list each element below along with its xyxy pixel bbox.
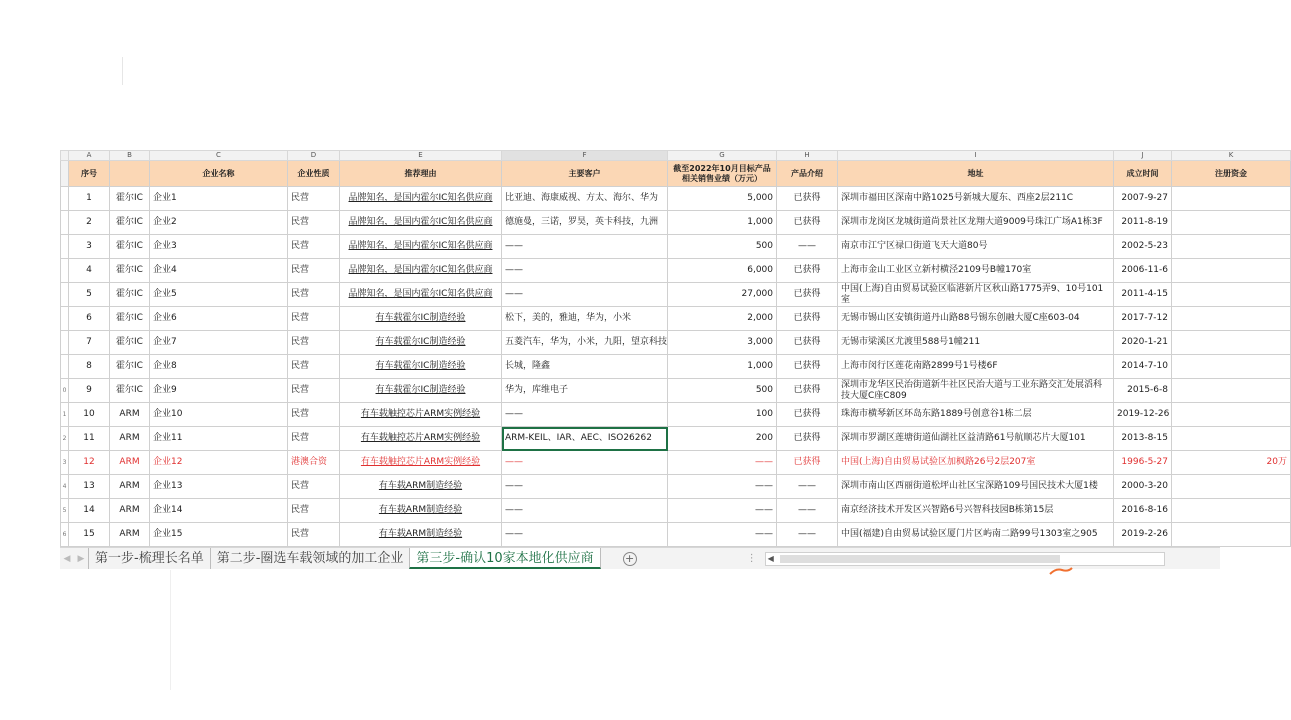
cell-capital[interactable] xyxy=(1172,499,1291,523)
cell-founded[interactable]: 1996-5-27 xyxy=(1114,451,1172,475)
cell-reason[interactable]: 品牌知名，是国内霍尔IC知名供应商 xyxy=(340,211,502,235)
cell-name[interactable]: 企业6 xyxy=(150,307,288,331)
cell-product[interactable]: 已获得 xyxy=(777,451,838,475)
pen-mark-icon xyxy=(1048,566,1074,576)
table-row xyxy=(61,379,1291,403)
header-address[interactable]: 地址 xyxy=(838,161,1114,187)
cell-type[interactable]: 霍尔IC xyxy=(110,283,150,307)
cell-type[interactable]: ARM xyxy=(110,523,150,547)
cell-seq[interactable]: 11 xyxy=(69,427,110,451)
table-row xyxy=(61,211,1291,235)
row-number[interactable]: 5 xyxy=(61,499,69,523)
cell-address[interactable]: 无锡市梁溪区尤渡里588号1幢211 xyxy=(838,331,1114,355)
cell-nature[interactable]: 民营 xyxy=(288,499,340,523)
spreadsheet-grid[interactable] xyxy=(60,150,1287,570)
cell-reason[interactable]: 有车载ARM制造经验 xyxy=(340,523,502,547)
cell-address[interactable]: 深圳市福田区深南中路1025号新城大厦东、西座2层211C xyxy=(838,187,1114,211)
cell-nature[interactable]: 民营 xyxy=(288,355,340,379)
cell-capital[interactable] xyxy=(1172,379,1291,403)
cell-sales[interactable]: 27,000 xyxy=(668,283,777,307)
tab-scroll-left-icon[interactable]: ◀ xyxy=(63,553,71,564)
table-row xyxy=(61,427,1291,451)
table-row xyxy=(61,499,1291,523)
cell-address[interactable]: 上海市金山工业区立新村横泾2109号B幢170室 xyxy=(838,259,1114,283)
row-number[interactable]: 0 xyxy=(61,379,69,403)
table-row xyxy=(61,187,1291,211)
cell-sales[interactable]: 5,000 xyxy=(668,187,777,211)
cell-founded[interactable]: 2000-3-20 xyxy=(1114,475,1172,499)
cell-sales[interactable]: 500 xyxy=(668,379,777,403)
cell-name[interactable]: 企业7 xyxy=(150,331,288,355)
data-table xyxy=(60,150,1291,547)
table-row xyxy=(61,307,1291,331)
cell-sales[interactable]: —— xyxy=(668,475,777,499)
table-row xyxy=(61,475,1291,499)
table-row xyxy=(61,331,1291,355)
table-row xyxy=(61,523,1291,547)
cell-seq[interactable]: 4 xyxy=(69,259,110,283)
column-letter[interactable]: B xyxy=(110,151,150,161)
cell-nature[interactable]: 民营 xyxy=(288,427,340,451)
cell-capital[interactable] xyxy=(1172,403,1291,427)
select-all-corner[interactable] xyxy=(61,151,69,161)
cell-name[interactable]: 企业5 xyxy=(150,283,288,307)
horizontal-scrollbar[interactable] xyxy=(765,552,1165,566)
cell-name[interactable]: 企业1 xyxy=(150,187,288,211)
column-letter[interactable]: C xyxy=(150,151,288,161)
row-number[interactable]: 3 xyxy=(61,451,69,475)
cell-capital[interactable] xyxy=(1172,475,1291,499)
row-number[interactable] xyxy=(61,235,69,259)
cell-capital[interactable] xyxy=(1172,307,1291,331)
column-letter[interactable]: J xyxy=(1114,151,1172,161)
cell-customers[interactable]: 德施曼，三诺，罗昊，英卡科技，九洲 xyxy=(502,211,668,235)
column-letter[interactable]: F xyxy=(502,151,668,161)
table-row xyxy=(61,283,1291,307)
tab-scroll-right-icon[interactable]: ▶ xyxy=(77,553,85,564)
header-founded[interactable]: 成立时间 xyxy=(1114,161,1172,187)
cell-nature[interactable]: 民营 xyxy=(288,331,340,355)
cell-capital[interactable]: 20万 xyxy=(1172,451,1291,475)
cell-founded[interactable]: 2011-8-19 xyxy=(1114,211,1172,235)
cell-sales[interactable]: 100 xyxy=(668,403,777,427)
cell-founded[interactable]: 2020-1-21 xyxy=(1114,331,1172,355)
row-number[interactable] xyxy=(61,355,69,379)
column-letter[interactable]: D xyxy=(288,151,340,161)
cell-address[interactable]: 深圳市南山区西丽街道松坪山社区宝深路109号国民技术大厦1楼 xyxy=(838,475,1114,499)
cell-customers[interactable]: —— xyxy=(502,451,668,475)
cell-reason[interactable]: 品牌知名，是国内霍尔IC知名供应商 xyxy=(340,259,502,283)
cell-sales[interactable]: 1,000 xyxy=(668,211,777,235)
cell-reason[interactable]: 有车载触控芯片ARM实例经验 xyxy=(340,451,502,475)
cell-name[interactable]: 企业12 xyxy=(150,451,288,475)
cell-customers[interactable]: 比亚迪、海康威视、方太、海尔、华为 xyxy=(502,187,668,211)
decorative-line xyxy=(122,57,123,85)
cell-type[interactable]: ARM xyxy=(110,475,150,499)
table-row xyxy=(61,259,1291,283)
cell-founded[interactable]: 2007-9-27 xyxy=(1114,187,1172,211)
header-capital[interactable]: 注册资金 xyxy=(1172,161,1291,187)
cell-product[interactable]: —— xyxy=(777,523,838,547)
cell-address[interactable]: 南京市江宁区禄口街道飞天大道80号 xyxy=(838,235,1114,259)
cell-nature[interactable]: 港澳合资 xyxy=(288,451,340,475)
cell-customers[interactable]: —— xyxy=(502,403,668,427)
table-row xyxy=(61,235,1291,259)
tab-sheet-3[interactable]: 第三步-确认10家本地化供应商 xyxy=(409,548,600,569)
cell-seq[interactable]: 7 xyxy=(69,331,110,355)
chevron-left-icon[interactable]: ◀ xyxy=(767,553,774,563)
table-header-row xyxy=(61,161,1291,187)
cell-address[interactable]: 上海市闵行区莲花南路2899号1号楼6F xyxy=(838,355,1114,379)
cell-product[interactable]: 已获得 xyxy=(777,307,838,331)
cell-capital[interactable] xyxy=(1172,523,1291,547)
cell-name[interactable]: 企业13 xyxy=(150,475,288,499)
cell-address[interactable]: 中国(福建)自由贸易试验区厦门片区屿南二路99号1303室之905 xyxy=(838,523,1114,547)
cell-address[interactable]: 深圳市龙岗区龙城街道尚景社区龙翔大道9009号珠江广场A1栋3F xyxy=(838,211,1114,235)
cell-seq[interactable]: 3 xyxy=(69,235,110,259)
cell-reason[interactable]: 有车载霍尔IC制造经验 xyxy=(340,307,502,331)
cell-customers[interactable]: —— xyxy=(502,499,668,523)
cell-capital[interactable] xyxy=(1172,331,1291,355)
cell-type[interactable]: 霍尔IC xyxy=(110,187,150,211)
cell-address[interactable]: 南京经济技术开发区兴智路6号兴智科技园B栋第15层 xyxy=(838,499,1114,523)
cell-name[interactable]: 企业8 xyxy=(150,355,288,379)
cell-nature[interactable]: 民营 xyxy=(288,187,340,211)
cell-name[interactable]: 企业9 xyxy=(150,379,288,403)
cell-sales[interactable]: 2,000 xyxy=(668,307,777,331)
cell-nature[interactable]: 民营 xyxy=(288,403,340,427)
cell-product[interactable]: —— xyxy=(777,235,838,259)
cell-product[interactable]: 已获得 xyxy=(777,211,838,235)
cell-customers[interactable]: ARM-KEIL、IAR、AEC、ISO26262 xyxy=(502,427,668,451)
cell-product[interactable]: 已获得 xyxy=(777,283,838,307)
cell-sales[interactable]: 6,000 xyxy=(668,259,777,283)
row-number[interactable] xyxy=(61,187,69,211)
cell-customers[interactable]: 华为，库维电子 xyxy=(502,379,668,403)
cell-product[interactable]: 已获得 xyxy=(777,355,838,379)
cell-product[interactable]: 已获得 xyxy=(777,403,838,427)
tab-sheet-1[interactable]: 第一步-梳理长名单 xyxy=(88,548,210,569)
cell-seq[interactable]: 2 xyxy=(69,211,110,235)
row-number[interactable] xyxy=(61,259,69,283)
cell-type[interactable]: 霍尔IC xyxy=(110,379,150,403)
cell-reason[interactable]: 有车载ARM制造经验 xyxy=(340,475,502,499)
cell-product[interactable]: 已获得 xyxy=(777,331,838,355)
cell-address[interactable]: 中国(上海)自由贸易试验区临港新片区秋山路1775弄9、10号101室 xyxy=(838,283,1114,307)
cell-customers[interactable]: —— xyxy=(502,259,668,283)
cell-capital[interactable] xyxy=(1172,355,1291,379)
cell-customers[interactable]: —— xyxy=(502,235,668,259)
decorative-line xyxy=(170,570,171,690)
cell-customers[interactable]: 松下，美的，雅迪，华为，小米 xyxy=(502,307,668,331)
cell-seq[interactable]: 1 xyxy=(69,187,110,211)
sheet-tab-bar xyxy=(60,547,1220,569)
cell-type[interactable]: 霍尔IC xyxy=(110,307,150,331)
cell-type[interactable]: ARM xyxy=(110,427,150,451)
cell-founded[interactable]: 2014-7-10 xyxy=(1114,355,1172,379)
cell-nature[interactable]: 民营 xyxy=(288,211,340,235)
resize-handle-icon[interactable]: ⋮ xyxy=(746,553,757,564)
header-product[interactable]: 产品介绍 xyxy=(777,161,838,187)
cell-address[interactable]: 深圳市罗湖区莲塘街道仙湖社区益清路61号航顺芯片大厦101 xyxy=(838,427,1114,451)
cell-type[interactable]: 霍尔IC xyxy=(110,235,150,259)
cell-type[interactable]: 霍尔IC xyxy=(110,211,150,235)
header-reason[interactable]: 推荐理由 xyxy=(340,161,502,187)
cell-product[interactable]: 已获得 xyxy=(777,427,838,451)
cell-type[interactable]: ARM xyxy=(110,499,150,523)
cell-name[interactable]: 企业3 xyxy=(150,235,288,259)
row-number[interactable] xyxy=(61,211,69,235)
cell-name[interactable]: 企业4 xyxy=(150,259,288,283)
cell-customers[interactable]: —— xyxy=(502,475,668,499)
cell-seq[interactable]: 6 xyxy=(69,307,110,331)
column-letter[interactable]: G xyxy=(668,151,777,161)
cell-seq[interactable]: 8 xyxy=(69,355,110,379)
cell-capital[interactable] xyxy=(1172,235,1291,259)
column-header-row xyxy=(61,151,1291,161)
cell-capital[interactable] xyxy=(1172,211,1291,235)
cell-nature[interactable]: 民营 xyxy=(288,475,340,499)
column-letter[interactable]: K xyxy=(1172,151,1291,161)
cell-founded[interactable]: 2011-4-15 xyxy=(1114,283,1172,307)
cell-nature[interactable]: 民营 xyxy=(288,283,340,307)
cell-name[interactable]: 企业2 xyxy=(150,211,288,235)
cell-nature[interactable]: 民营 xyxy=(288,307,340,331)
cell-sales[interactable]: —— xyxy=(668,523,777,547)
cell-customers[interactable]: 五菱汽车，华为，小米，九阳，望京科技 xyxy=(502,331,668,355)
cell-address[interactable]: 深圳市龙华区民治街道新牛社区民治大道与工业东路交汇处展滔科技大厦C座C809 xyxy=(838,379,1114,403)
cell-capital[interactable] xyxy=(1172,427,1291,451)
cell-address[interactable]: 珠海市横琴新区环岛东路1889号创意谷1栋二层 xyxy=(838,403,1114,427)
cell-name[interactable]: 企业15 xyxy=(150,523,288,547)
header-name[interactable]: 企业名称 xyxy=(150,161,288,187)
column-letter[interactable]: A xyxy=(69,151,110,161)
scrollbar-thumb[interactable] xyxy=(780,555,1060,563)
row-number[interactable] xyxy=(61,331,69,355)
cell-sales[interactable]: 3,000 xyxy=(668,331,777,355)
cell-name[interactable]: 企业11 xyxy=(150,427,288,451)
row-number[interactable] xyxy=(61,161,69,187)
table-row xyxy=(61,403,1291,427)
column-letter[interactable]: H xyxy=(777,151,838,161)
cell-product[interactable]: —— xyxy=(777,499,838,523)
cell-seq[interactable]: 15 xyxy=(69,523,110,547)
cell-nature[interactable]: 民营 xyxy=(288,259,340,283)
cell-founded[interactable]: 2019-12-26 xyxy=(1114,403,1172,427)
cell-seq[interactable]: 9 xyxy=(69,379,110,403)
cell-seq[interactable]: 14 xyxy=(69,499,110,523)
cell-seq[interactable]: 5 xyxy=(69,283,110,307)
cell-address[interactable]: 中国(上海)自由贸易试验区加枫路26号2层207室 xyxy=(838,451,1114,475)
cell-sales[interactable]: 1,000 xyxy=(668,355,777,379)
cell-type[interactable]: ARM xyxy=(110,403,150,427)
column-letter[interactable]: E xyxy=(340,151,502,161)
row-number[interactable] xyxy=(61,283,69,307)
cell-reason[interactable]: 品牌知名，是国内霍尔IC知名供应商 xyxy=(340,235,502,259)
cell-seq[interactable]: 13 xyxy=(69,475,110,499)
cell-type[interactable]: 霍尔IC xyxy=(110,331,150,355)
cell-seq[interactable]: 10 xyxy=(69,403,110,427)
cell-reason[interactable]: 有车载ARM制造经验 xyxy=(340,499,502,523)
cell-capital[interactable] xyxy=(1172,187,1291,211)
cell-type[interactable]: 霍尔IC xyxy=(110,259,150,283)
row-number[interactable] xyxy=(61,307,69,331)
cell-reason[interactable]: 有车载触控芯片ARM实例经验 xyxy=(340,427,502,451)
cell-founded[interactable]: 2002-5-23 xyxy=(1114,235,1172,259)
cell-reason[interactable]: 品牌知名，是国内霍尔IC知名供应商 xyxy=(340,187,502,211)
cell-name[interactable]: 企业14 xyxy=(150,499,288,523)
cell-sales[interactable]: —— xyxy=(668,499,777,523)
cell-founded[interactable]: 2006-11-6 xyxy=(1114,259,1172,283)
cell-nature[interactable]: 民营 xyxy=(288,523,340,547)
header-nature[interactable]: 企业性质 xyxy=(288,161,340,187)
cell-product[interactable]: 已获得 xyxy=(777,379,838,403)
cell-reason[interactable]: 有车载霍尔IC制造经验 xyxy=(340,379,502,403)
cell-founded[interactable]: 2015-6-8 xyxy=(1114,379,1172,403)
cell-reason[interactable]: 有车载触控芯片ARM实例经验 xyxy=(340,403,502,427)
cell-customers[interactable]: —— xyxy=(502,523,668,547)
plus-circle-icon[interactable]: + xyxy=(623,552,637,566)
cell-customers[interactable]: —— xyxy=(502,283,668,307)
cell-nature[interactable]: 民营 xyxy=(288,379,340,403)
cell-reason[interactable]: 品牌知名，是国内霍尔IC知名供应商 xyxy=(340,283,502,307)
cell-type[interactable]: 霍尔IC xyxy=(110,355,150,379)
table-row xyxy=(61,451,1291,475)
cell-reason[interactable]: 有车载霍尔IC制造经验 xyxy=(340,331,502,355)
cell-founded[interactable]: 2016-8-16 xyxy=(1114,499,1172,523)
row-number[interactable]: 6 xyxy=(61,523,69,547)
column-letter[interactable]: I xyxy=(838,151,1114,161)
cell-product[interactable]: —— xyxy=(777,475,838,499)
cell-reason[interactable]: 有车载霍尔IC制造经验 xyxy=(340,355,502,379)
tab-sheet-2[interactable]: 第二步-圈选车载领域的加工企业 xyxy=(210,548,410,569)
cell-capital[interactable] xyxy=(1172,259,1291,283)
cell-name[interactable]: 企业10 xyxy=(150,403,288,427)
cell-founded[interactable]: 2013-8-15 xyxy=(1114,427,1172,451)
row-number[interactable]: 4 xyxy=(61,475,69,499)
cell-product[interactable]: 已获得 xyxy=(777,259,838,283)
table-row xyxy=(61,355,1291,379)
header-type[interactable] xyxy=(110,161,150,187)
cell-capital[interactable] xyxy=(1172,283,1291,307)
cell-sales[interactable]: 500 xyxy=(668,235,777,259)
header-sales[interactable]: 截至2022年10月目标产品相关销售业绩（万元） xyxy=(668,161,777,187)
row-number[interactable]: 1 xyxy=(61,403,69,427)
cell-founded[interactable]: 2019-2-26 xyxy=(1114,523,1172,547)
cell-sales[interactable]: —— xyxy=(668,451,777,475)
cell-type[interactable]: ARM xyxy=(110,451,150,475)
cell-founded[interactable]: 2017-7-12 xyxy=(1114,307,1172,331)
cell-sales[interactable]: 200 xyxy=(668,427,777,451)
cell-address[interactable]: 无锡市锡山区安镇街道丹山路88号锡东创融大厦C座603-04 xyxy=(838,307,1114,331)
header-seq[interactable]: 序号 xyxy=(69,161,110,187)
row-number[interactable]: 2 xyxy=(61,427,69,451)
header-customers[interactable]: 主要客户 xyxy=(502,161,668,187)
cell-product[interactable]: 已获得 xyxy=(777,187,838,211)
cell-nature[interactable]: 民营 xyxy=(288,235,340,259)
cell-customers[interactable]: 长城，隆鑫 xyxy=(502,355,668,379)
cell-seq[interactable]: 12 xyxy=(69,451,110,475)
